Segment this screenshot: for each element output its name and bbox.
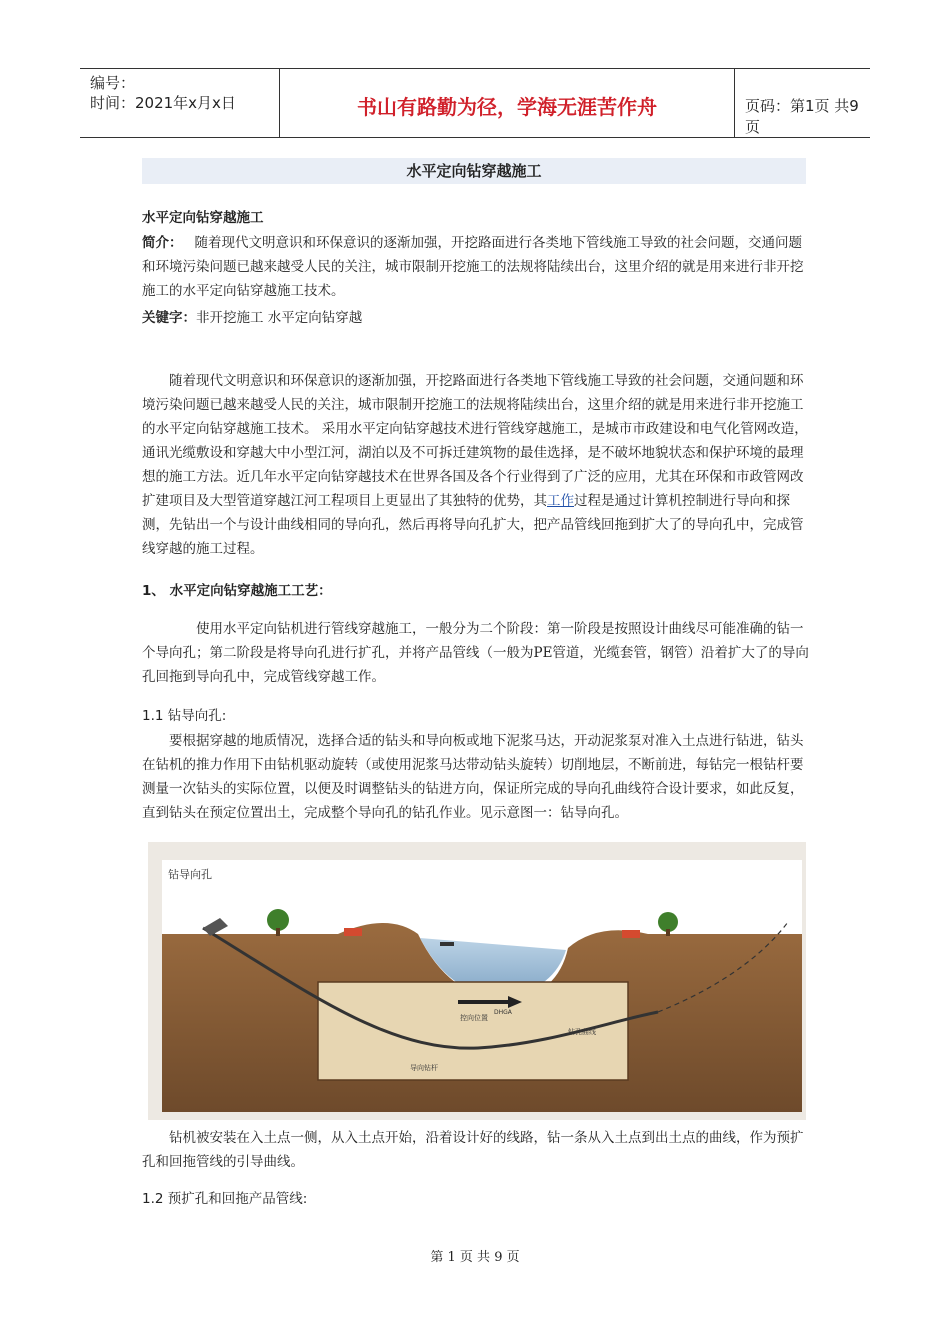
document-subtitle: 水平定向钻穿越施工 [142, 210, 264, 226]
truck-left [344, 928, 362, 936]
section-1-text: 使用水平定向钻机进行管线穿越施工，一般分为二个阶段：第一阶段是按照设计曲线尽可能准确的钻一个导向孔；第二阶段是将导向孔进行扩孔，并将产品管线（一般为PE管道，光缆套管，钢管）沿着扩大了的导向孔回拖到导向孔中，完成管线穿越工作。 [142, 621, 809, 685]
position-label: 控向位置 [460, 1014, 488, 1022]
header-meta-cell [80, 69, 280, 137]
boat [440, 942, 454, 946]
section-1-heading: 1、 水平定向钻穿越施工工艺： [142, 583, 332, 599]
header-motto-cell [280, 69, 735, 137]
page-number-label: 页码：第1页 共9页 [745, 97, 859, 136]
figure-label: 钻导向孔 [168, 868, 212, 881]
truck-right [622, 930, 640, 938]
document-title: 水平定向钻穿越施工 [142, 158, 806, 184]
tree-right-trunk [666, 929, 670, 936]
curve-label: 钻孔曲线 [568, 1028, 596, 1036]
section-1-1-text: 要根据穿越的地质情况，选择合适的钻头和导向板或地下泥浆马达，开动泥浆泵对准入土点进行钻进，钻头在钻机的推力作用下由钻机驱动旋转（或使用泥浆马达带动钻头旋转）切削地层，不断前进，每钻完一根钻杆要测量一次钻头的实际位置，以便及时调整钻头的钻进方向，保证所完成的导向孔曲线符合设计要求，如此反复，直到钻头在预定位置出土，完成整个导向孔的钻孔作业。见示意图一：钻导向孔。 [142, 733, 804, 821]
pilot-hole-illustration [148, 842, 806, 1120]
tree-left-trunk [276, 928, 280, 936]
pilot-hole-diagram [148, 842, 806, 1120]
page-header [80, 68, 870, 138]
motto-text: 书山有路勤为径，学海无涯苦作舟 [357, 95, 657, 119]
section-1-2-heading: 1.2 预扩孔和回拖产品管线: [142, 1191, 308, 1207]
intro-text-b: 过程是通过计算机控制进行导向和探测，先钻出一个与设计曲线相同的导向孔，然后再将导向孔扩大，把产品管线回拖到扩大了的导向孔中，完成管线穿越的施工过程。 [142, 493, 804, 557]
number-label: 编号： [90, 74, 136, 92]
header-page-cell [735, 69, 870, 137]
rod-label: 导向钻杆 [410, 1064, 438, 1072]
intro-text-a: 随着现代文明意识和环保意识的逐渐加强，开挖路面进行各类地下管线施工导致的社会问题，交通问题和环境污染问题已越来越受人民的关注，城市限制开挖施工的法规将陆续出台，这里介绍的就是用来进行非开挖施工的水平定向钻穿越施工技术。 采用水平定向钻穿越技术进行管线穿越施工，是城市市政建设和电气化管网改造，通讯光缆敷设和穿越大中小型江河，湖泊以及不可拆迁建筑物的最佳选择，是不破坏地貌状态和保护环境的最理想的施工方法。近几年水平定向钻穿越技术在世界各国及各个行业得到了广泛的应用，尤其在环保和市政管网改扩建项目及大型管道穿越江河工程项目上更显出了其独特的优势，其 [142, 373, 808, 509]
after-figure-text: 钻机被安装在入土点一侧，从入土点开始，沿着设计好的线路，钻一条从入土点到出土点的曲线，作为预扩孔和回拖管线的引导曲线。 [142, 1130, 804, 1170]
abstract-text: 随着现代文明意识和环保意识的逐渐加强，开挖路面进行各类地下管线施工导致的社会问题，交通问题和环境污染问题已越来越受人民的关注，城市限制开挖施工的法规将陆续出台，这里介绍的就是用来进行非开挖施工的水平定向钻穿越施工技术。 [142, 235, 804, 299]
abstract-paragraph [142, 231, 810, 303]
work-link[interactable]: 工作 [547, 493, 574, 509]
intro-paragraph [142, 369, 810, 561]
section-1-1-heading: 1.1 钻导向孔: [142, 708, 227, 724]
time-label: 时间：2021年x月x日 [90, 94, 236, 112]
keywords-text: 非开挖施工 水平定向钻穿越 [196, 310, 363, 326]
abstract-label: 简介： [142, 235, 183, 251]
keywords-paragraph [142, 306, 810, 330]
tree-left [267, 909, 289, 931]
keywords-label: 关键字： [142, 310, 196, 326]
page-footer: 第 1 页 共 9 页 [430, 1250, 520, 1265]
probe-label: DHGA [494, 1009, 512, 1016]
